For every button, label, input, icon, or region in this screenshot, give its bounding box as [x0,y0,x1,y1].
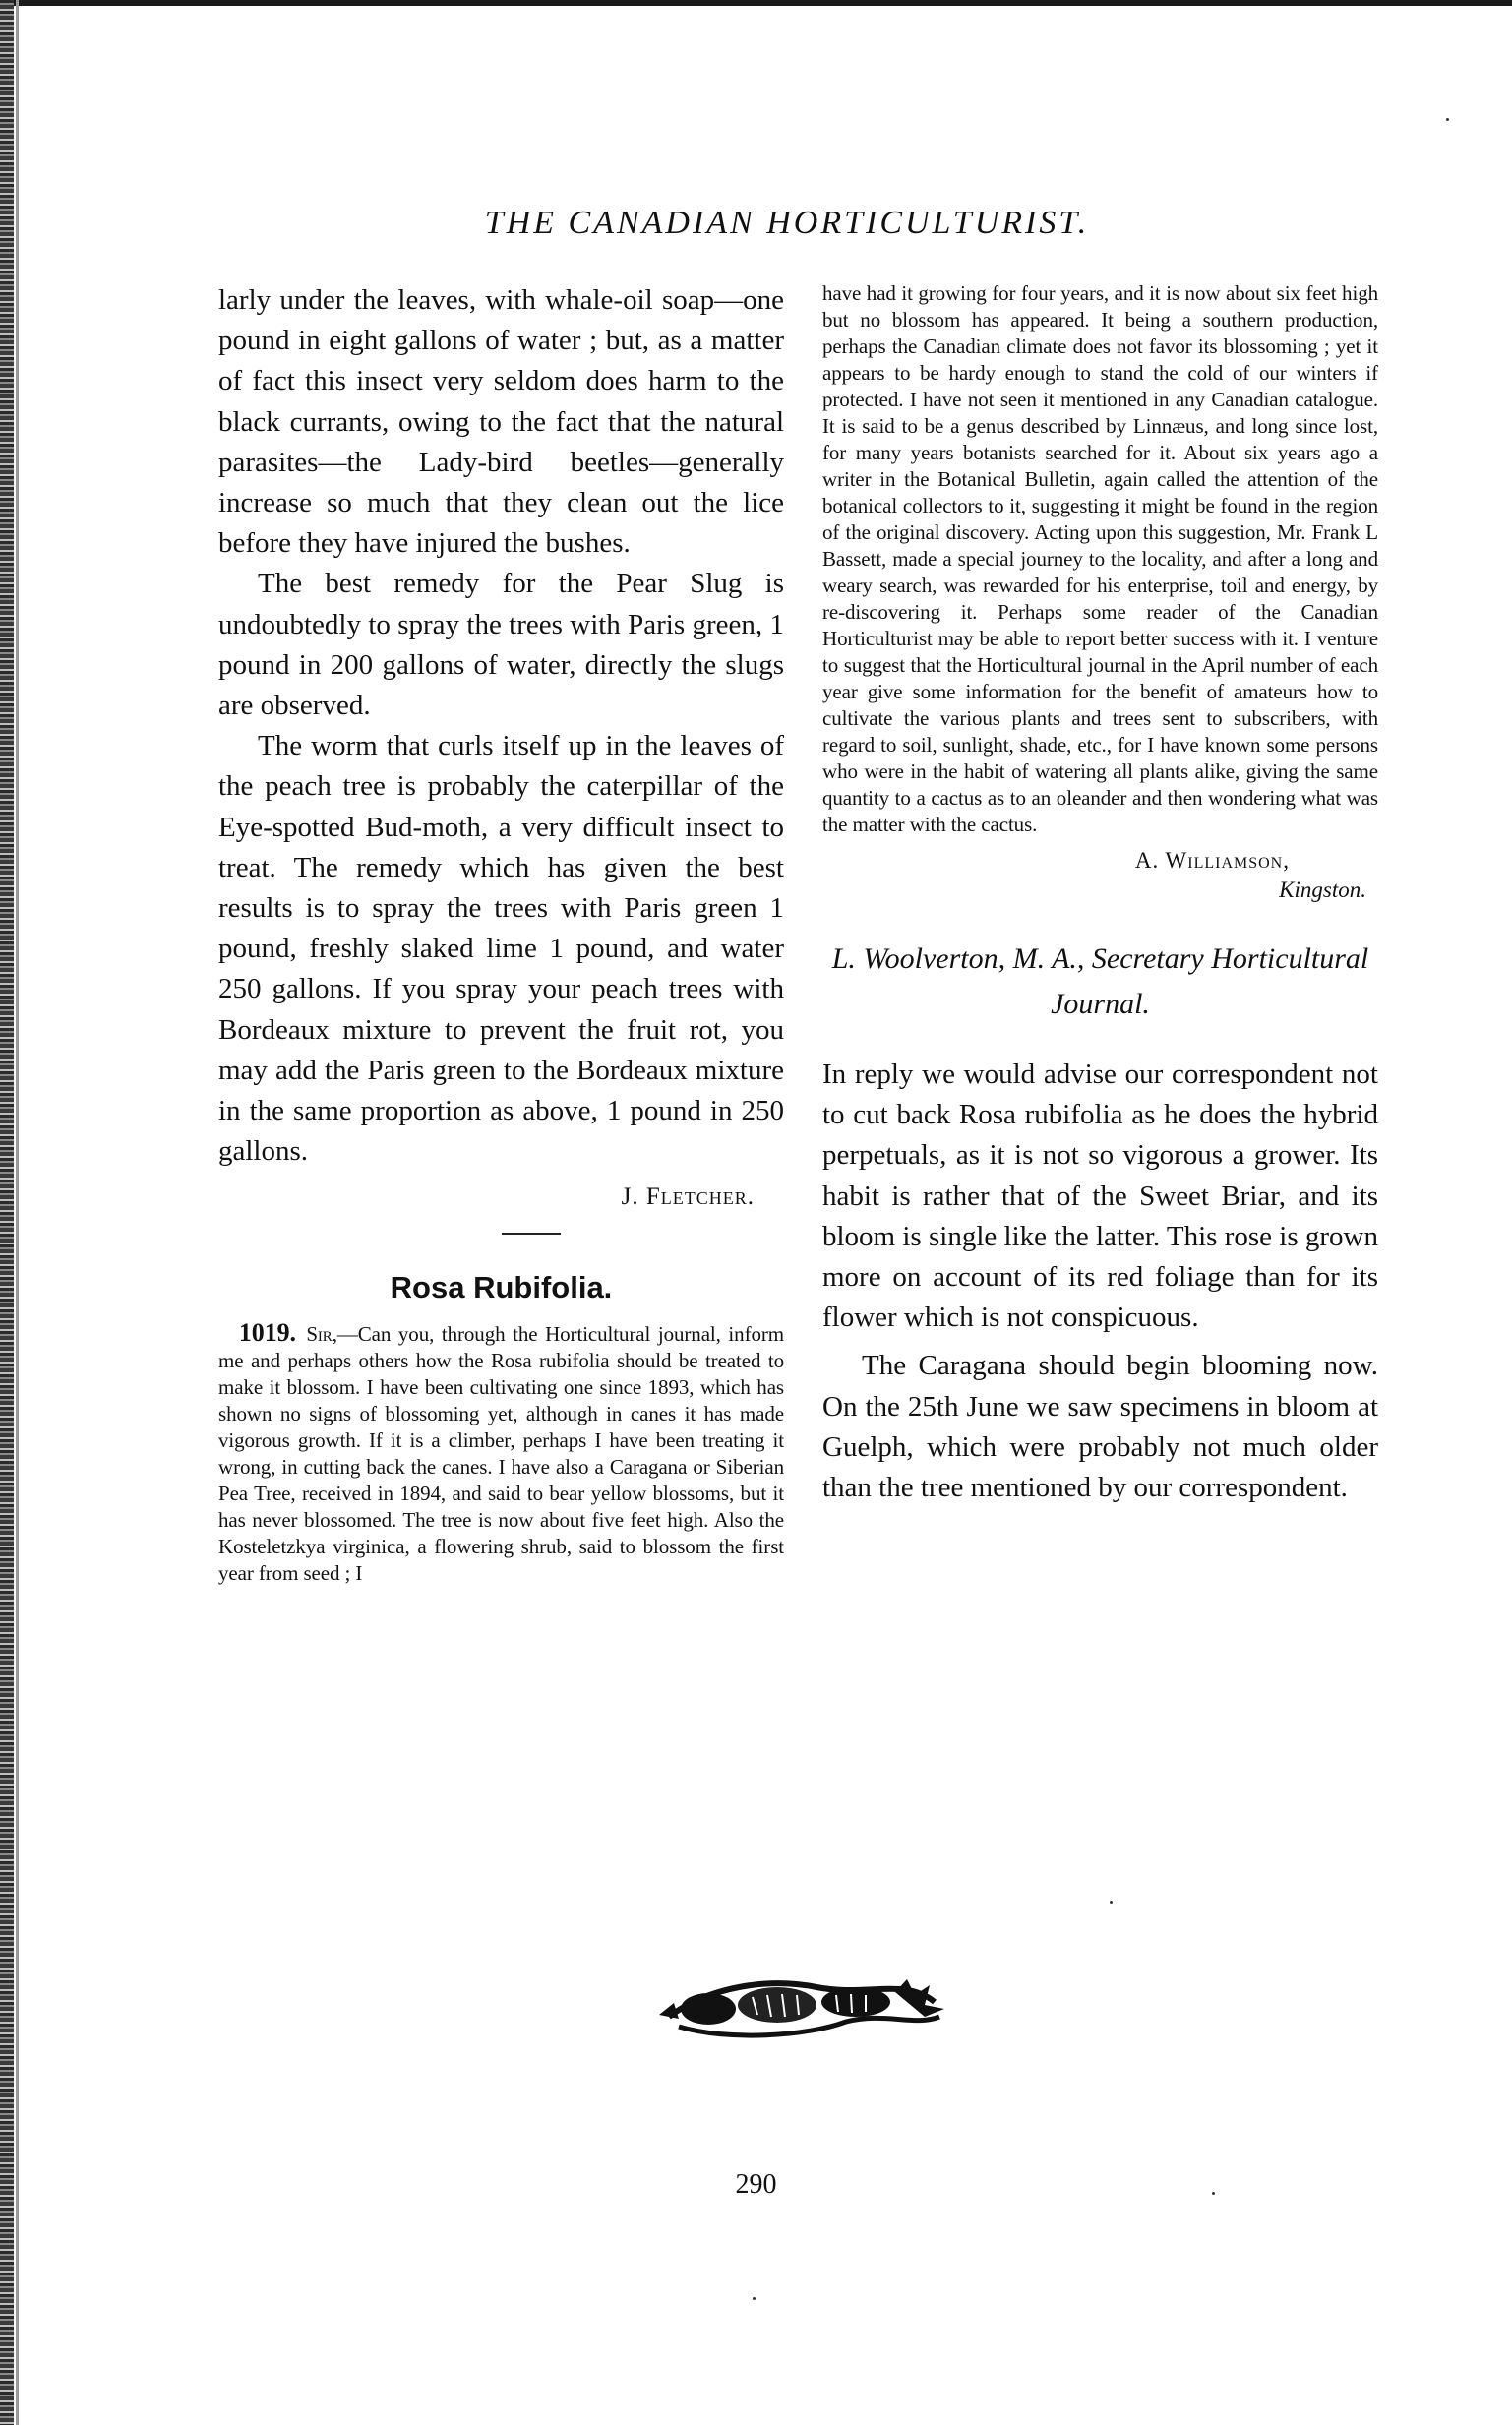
scan-speck [753,2297,756,2300]
paragraph: The Caragana should begin blooming now. On the 25th June we saw specimens in bloom at Guelph, which were probably not much older than the tree mentioned by our correspondent. [822,1350,1378,1504]
scan-binding-line [16,0,19,2425]
paragraph: In reply we would advise our correspondent not to cut back Rosa rubifolia as he does the hybrid perpetuals, as it is not so vigorous a grower. Its habit is rather that of the Sweet Briar, and its bloom is single like the latter. This rose is grown more on account of its red foliage than for its flower which is not conspicuous. [822,1059,1378,1334]
scan-speck [1446,118,1449,121]
paragraph: The best remedy for the Pear Slug is undoubtedly to spray the trees with Paris green, 1 pound in 200 gallons of water, directly the slugs are observed. [218,568,784,722]
page-number: 290 [735,2169,777,2200]
signature-name: A. Williamson, [1134,848,1290,873]
section-divider [502,1233,561,1235]
section-title: Rosa Rubifolia. [390,1270,613,1305]
running-header: THE CANADIAN HORTICULTURIST. [484,205,1090,241]
reply-heading: L. Woolverton, M. A., Secretary Horticultural Journal. [831,942,1369,1020]
letter-body [218,1319,784,1587]
letter-continuation: have had it growing for four years, and it is now about six feet high but no blossom has appeared. It being a southern production, perhaps the Canadian climate does not favor its blossoming ; yet it appears to be hardy enough to stand the cold of our winters if protected. I have not seen it mentioned in any Canadian catalogue. It is said to be a genus described by Linnæus, and long since lost, for many years botanists searched for it. About six years ago a writer in the Botanical Bulletin, again called the attention of the botanical collectors to it, suggesting it might be found in the region of the original discovery. Acting upon this suggestion, Mr. Frank L Bassett, made a special journey to the locality, and after a long and weary search, was rewarded for his enterprise, toil and energy, by re-discovering it. Perhaps some reader of the Canadian Horticulturist may be able to report better success with it. I venture to suggest that the Horticultural journal in the April number of each year give some information for the benefit of amateurs how to cultivate the various plants and trees sent to subscribers, with regard to soil, sunlight, shade, etc., for I have known some persons who were in the habit of watering all plants alike, giving the same quantity to a cactus as to an oleander and then wondering what was the matter with the cactus. [822,281,1378,836]
left-column [218,280,784,1587]
right-column [822,280,1378,1508]
paragraph: larly under the leaves, with whale-oil soap—one pound in eight gallons of water ; but, as a matter of fact this insect very seldom does harm to the black currants, owing to the fact that the natural parasites—the Lady-bird beetles—generally increase so much that they clean out the lice before they have injured the bushes. [218,284,784,560]
scan-speck [1212,2192,1215,2195]
letter-text: —Can you, through the Horticultural journal, inform me and perhaps others how the Rosa rubifolia should be treated to make it blossom. I have been cultivating one since 1893, which has shown no signs of blossoming yet, although in canes it has made vigorous growth. If it is a climber, perhaps I have been treating it wrong, in cutting back the canes. I have also a Caragana or Siberian Pea Tree, received in 1894, and said to bear yellow blossoms, but it has never blossomed. The tree is now about five feet high. Also the Kosteletzkya virginica, a flowering shrub, said to blossom the first year from seed ; I [218,1322,784,1586]
floral-tailpiece-icon [649,1958,954,2046]
scan-binding-edge [0,0,14,2425]
paragraph: The worm that curls itself up in the leaves of the peach tree is probably the caterpillar of the Eye-spotted Bud-moth, a very difficult insect to treat. The remedy which has given the best results is to spray the trees with Paris green 1 pound, freshly slaked lime 1 pound, and water 250 gallons. If you spray your peach trees with Bordeaux mixture to prevent the fruit rot, you may add the Paris green to the Bordeaux mixture in the same proportion as above, 1 pound in 250 gallons. [218,730,784,1168]
letter-salutation: Sir, [306,1322,337,1347]
letter-number: 1019. [238,1318,296,1348]
signature-place: Kingston. [1279,878,1366,902]
letter-signature [822,846,1378,905]
signature-fletcher: J. Fletcher. [621,1183,755,1211]
scan-speck [1110,1901,1113,1904]
scan-top-border [0,0,1512,6]
